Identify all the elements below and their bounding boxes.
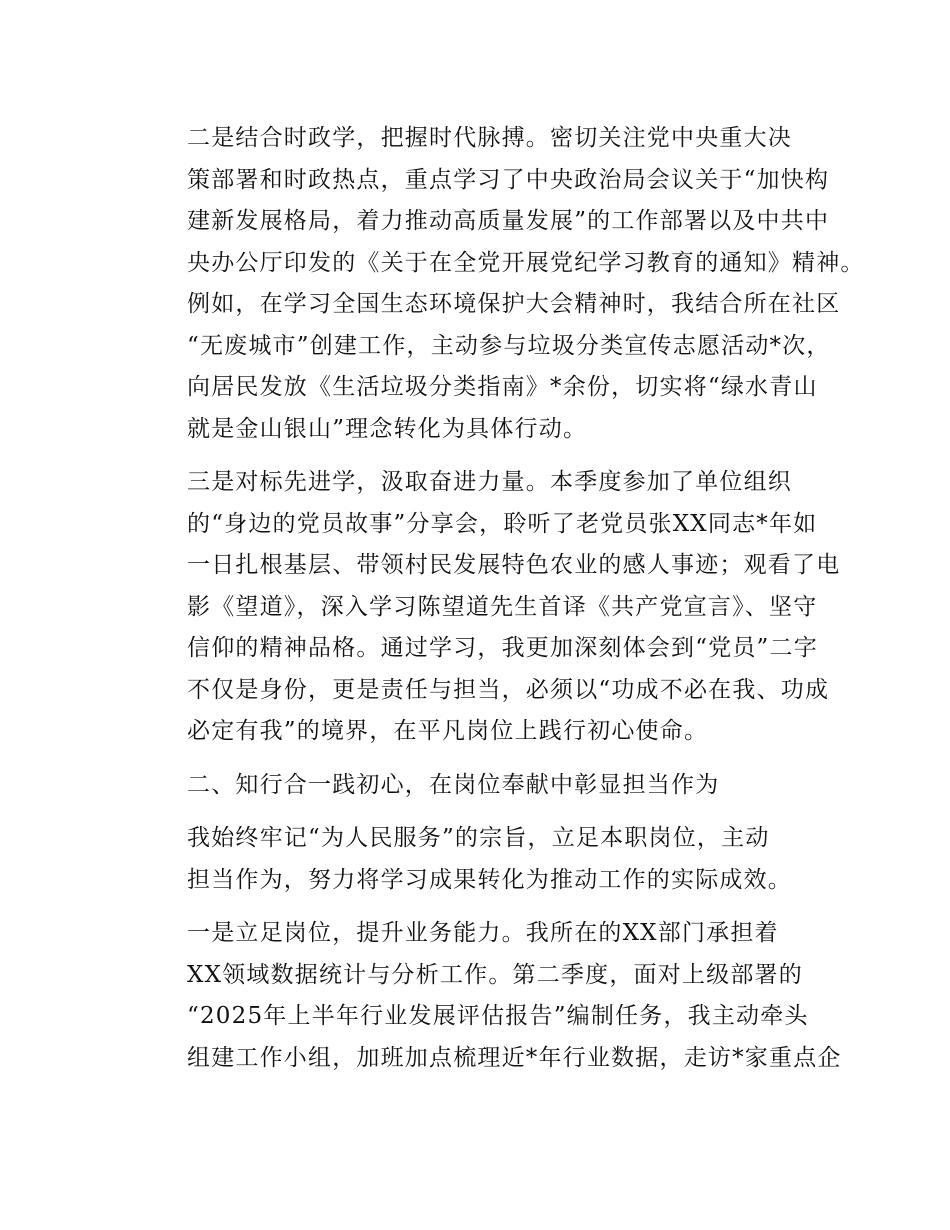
text-line: “2025年上半年行业发展评估报告”编制任务，我主动牵头	[187, 1003, 809, 1029]
section-heading	[141, 765, 816, 807]
text-line: 例如，在学习全国生态环境保护大会精神时，我结合所在社区	[187, 291, 841, 317]
text-line: 二是结合时政学，把握时代脉搏。密切关注党中央重大决	[187, 125, 792, 151]
text-line: 担当作为，努力将学习成果转化为推动工作的实际成效。	[187, 866, 792, 893]
text-line: 就是金山银山”理念转化为具体行动。	[187, 415, 588, 442]
paragraph-section-intro	[141, 818, 816, 901]
text-line: 不仅是身份，更是责任与担当，必须以“功成不必在我、功成	[187, 676, 830, 703]
section-heading-text: 二、知行合一践初心，在岗位奉献中彰显担当作为	[187, 771, 720, 798]
text-line: 建新发展格局，着力推动高质量发展”的工作部署以及中共中	[187, 208, 830, 234]
text-line: 我始终牢记“为人民服务”的宗旨，立足本职岗位，主动	[187, 825, 770, 851]
paragraph-current-affairs-study	[141, 118, 865, 450]
text-line: XX领域数据统计与分析工作。第二季度，面对上级部署的	[187, 961, 803, 988]
text-line: “无废城市”创建工作，主动参与垃圾分类宣传志愿活动*次，	[187, 332, 831, 359]
text-line: 央办公厅印发的《关于在全党开展党纪学习教育的通知》精神。	[187, 249, 865, 276]
document-body	[141, 118, 865, 1091]
paragraph-job-focus	[141, 913, 842, 1079]
text-line: 的“身边的党员故事”分享会，聆听了老党员张XX同志*年如	[187, 510, 818, 537]
text-line: 三是对标先进学，汲取奋进力量。本季度参加了单位组织	[187, 469, 792, 495]
text-line: 一是立足岗位，提升业务能力。我所在的XX部门承担着	[187, 920, 779, 946]
text-line: 组建工作小组，加班加点梳理近*年行业数据，走访*家重点企	[187, 1044, 842, 1071]
text-line: 信仰的精神品格。通过学习，我更加深刻体会到“党员”二字	[187, 635, 818, 661]
paragraph-benchmark-study	[141, 462, 841, 753]
text-line: 影《望道》，深入学习陈望道先生首译《共产党宣言》、坚守	[187, 593, 818, 620]
text-line: 一日扎根基层、带领村民发展特色农业的感人事迹；观看了电	[187, 552, 841, 578]
text-line: 策部署和时政热点，重点学习了中央政治局会议关于“加快构	[187, 166, 830, 193]
text-line: 必定有我”的境界，在平凡岗位上践行初心使命。	[187, 718, 709, 744]
text-line: 向居民发放《生活垃圾分类指南》*余份，切实将“绿水青山	[187, 374, 818, 400]
